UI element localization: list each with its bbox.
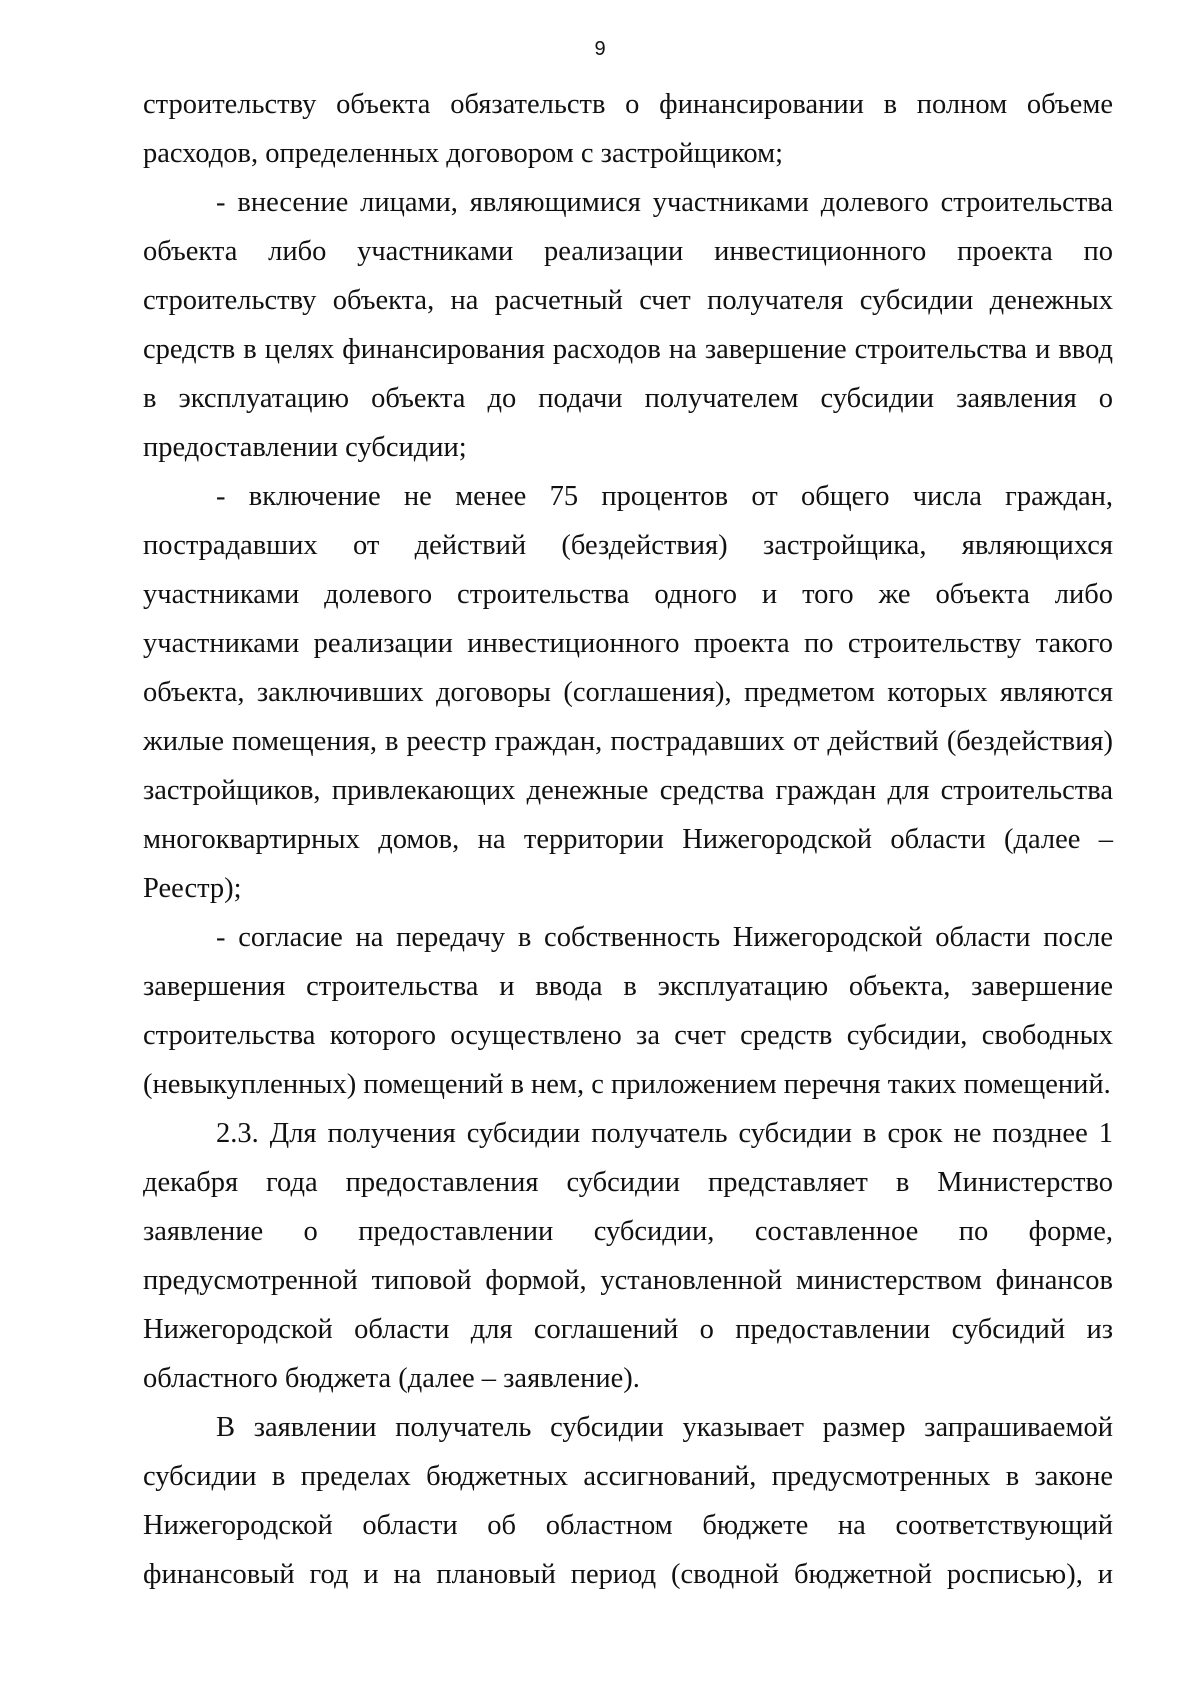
paragraph-continuation: строительству объекта обязательств о финансировании в полном объеме расходов, определенных договором с застройщиком; [143, 89, 1113, 169]
paragraph-payment-condition: - внесение лицами, являющимися участниками долевого строительства объекта либо участниками реализации инвестиционного проекта по строительству объекта, на расчетный счет получателя субсидии денежных средств в целях финансирования расходов на завершение строительства и ввод в эксплуатацию объекта до подачи получателем субсидии заявления о предоставлении субсидии; [143, 187, 1113, 463]
page-number: 9 [594, 38, 606, 60]
paragraph-application-contents: В заявлении получатель субсидии указывает размер запрашиваемой субсидии в пределах бюджетных ассигнований, предусмотренных в законе Нижегородской области об областном бюджете на соответствующий финансовый год и на плановый период (сводной бюджетной росписью), и [143, 1412, 1113, 1590]
paragraph-transfer-consent: - согласие на передачу в собственность Нижегородской области после завершения строительства и ввода в эксплуатацию объекта, завершение строительства которого осуществлено за счет средств субсидии, свободных (невыкупленных) помещений в нем, с приложением перечня таких помещений. [143, 922, 1113, 1100]
document-body [143, 80, 1113, 1599]
paragraph-2-3-application: 2.3. Для получения субсидии получатель субсидии в срок не позднее 1 декабря года предоставления субсидии представляет в Министерство заявление о предоставлении субсидии, составленное по форме, предусмотренной типовой формой, установленной министерством финансов Нижегородской области для соглашений о предоставлении субсидий из областного бюджета (далее – заявление). [143, 1118, 1113, 1394]
paragraph-registry-condition: - включение не менее 75 процентов от общего числа граждан, пострадавших от действий (бездействия) застройщика, являющихся участниками долевого строительства одного и того же объекта либо участниками реализации инвестиционного проекта по строительству такого объекта, заключивших договоры (соглашения), предметом которых являются жилые помещения, в реестр граждан, пострадавших от действий (бездействия) застройщиков, привлекающих денежные средства граждан для строительства многоквартирных домов, на территории Нижегородской области (далее – Реестр); [143, 481, 1113, 904]
